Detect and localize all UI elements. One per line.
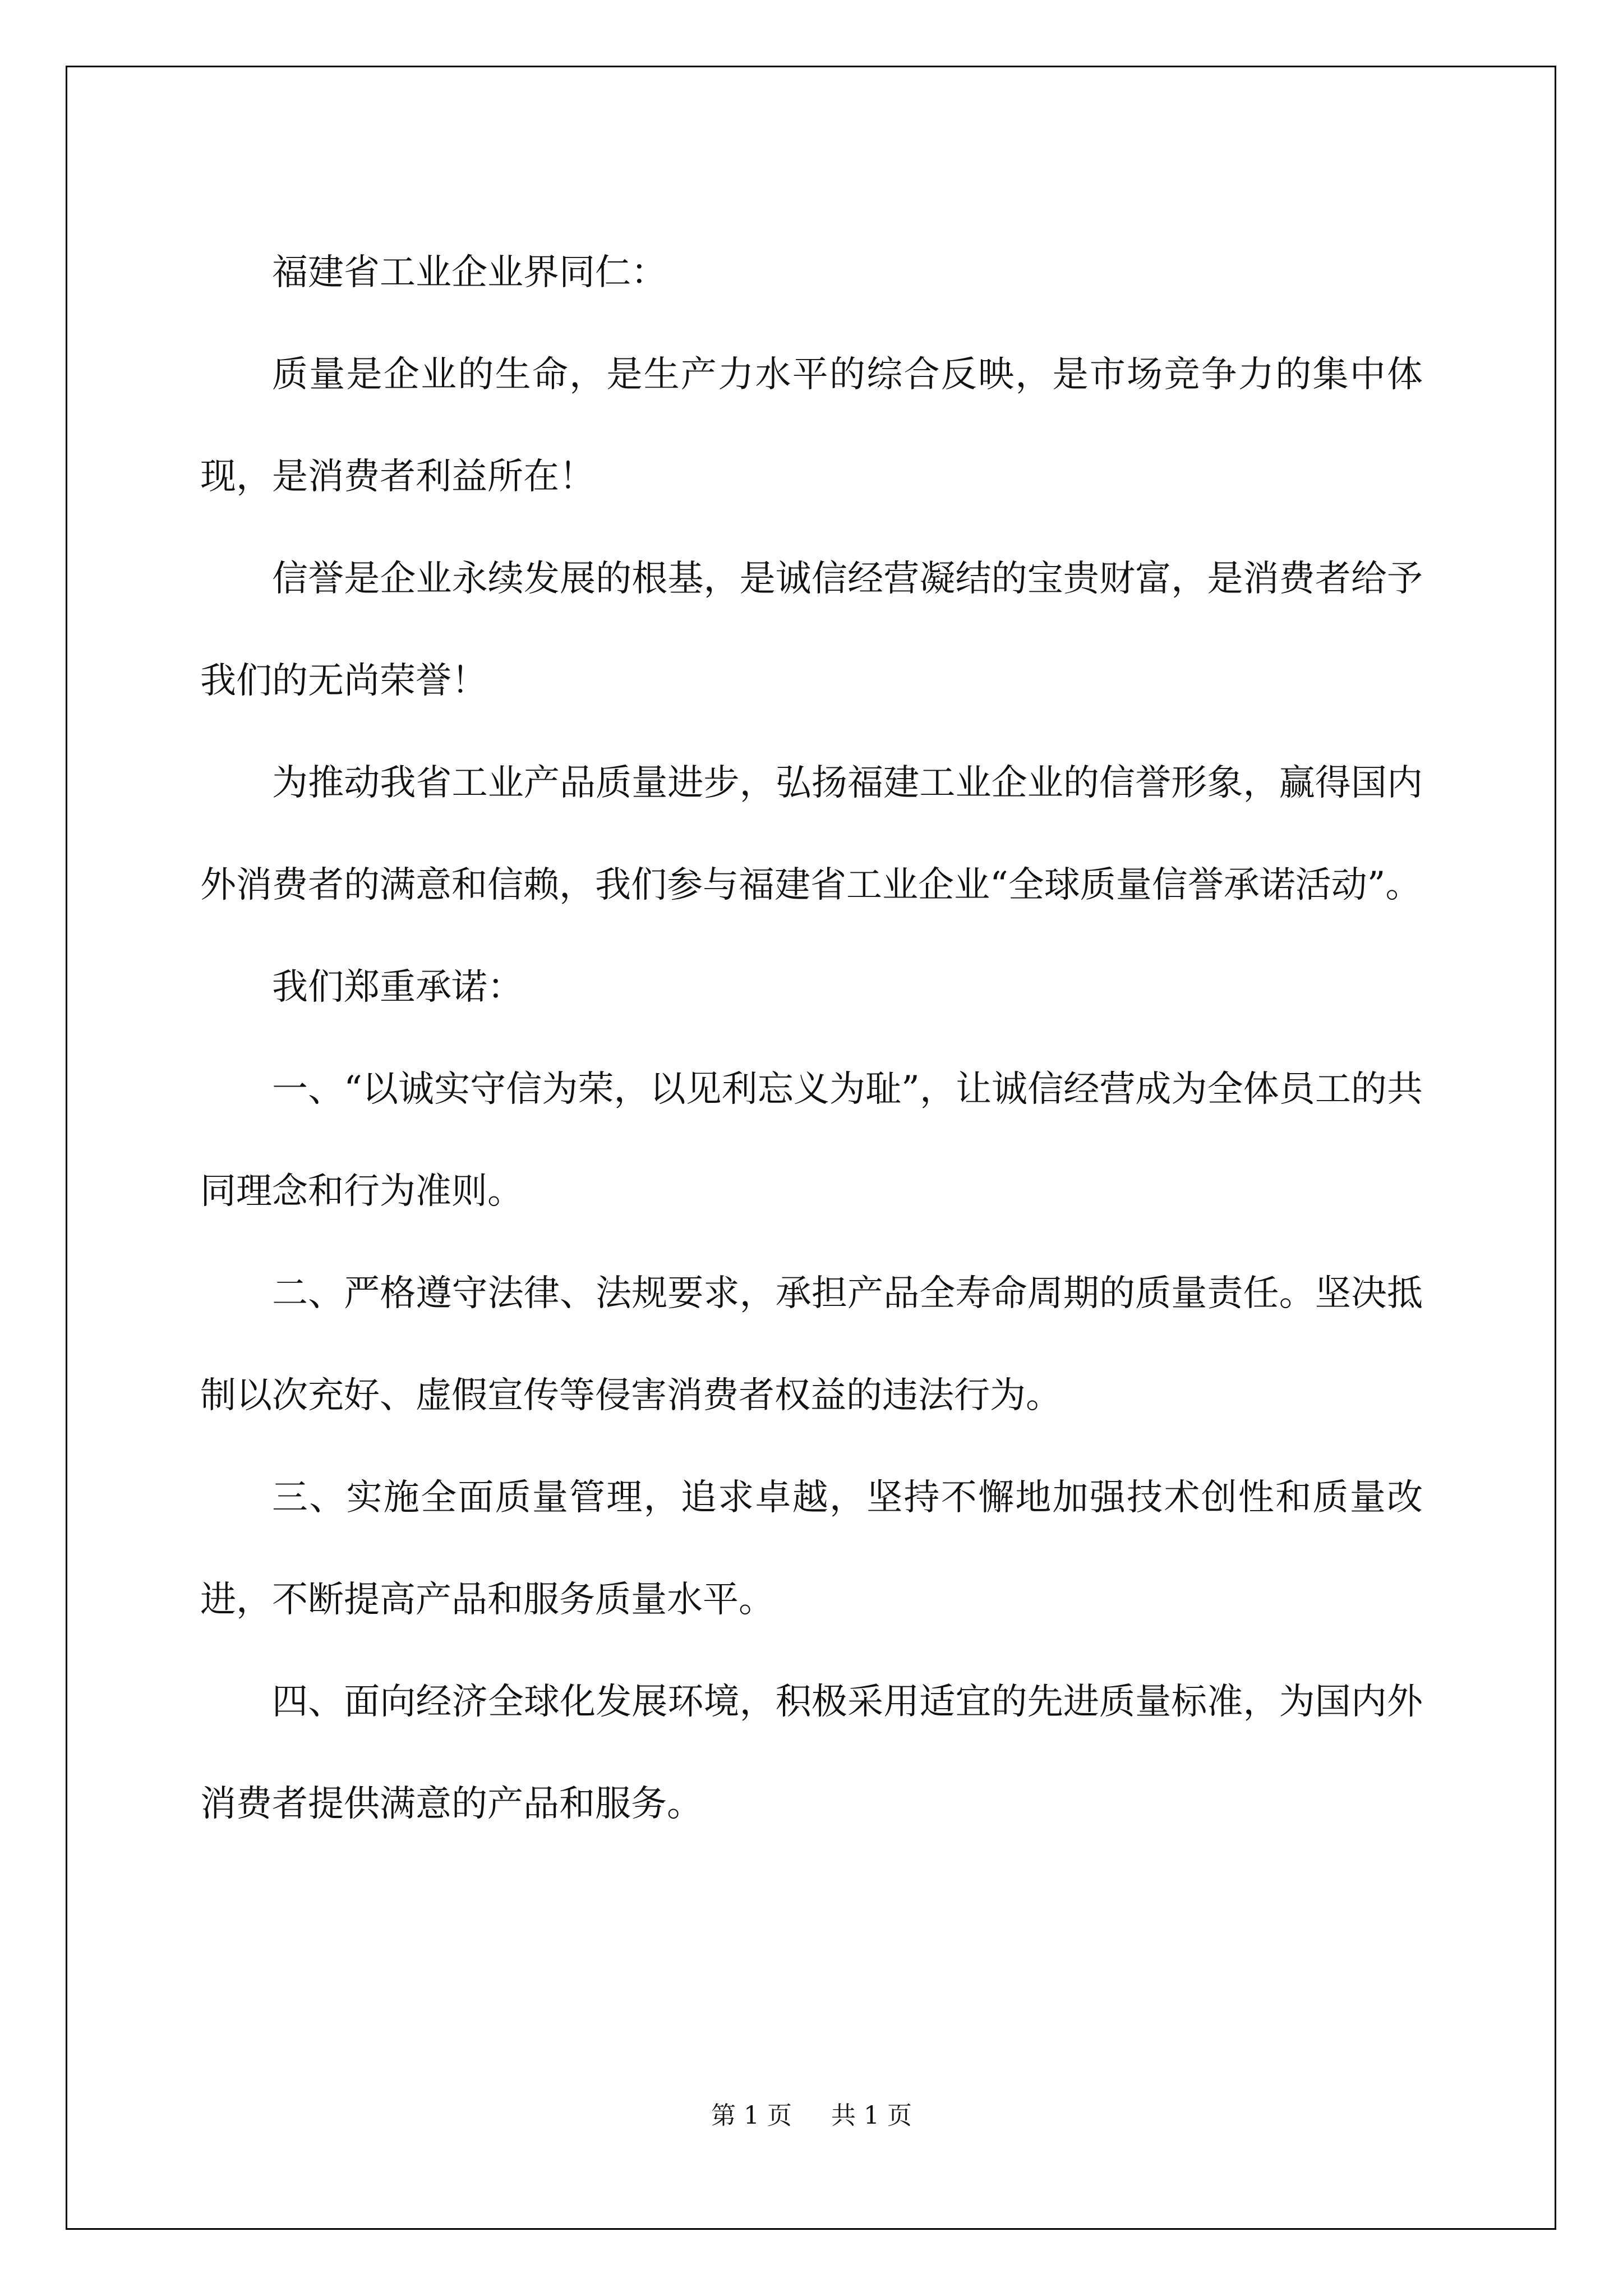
paragraph-reputation: 信誉是企业永续发展的根基，是诚信经营凝结的宝贵财富，是消费者给予我们的无尚荣誉！ xyxy=(200,558,1423,702)
page-total: 共 1 页 xyxy=(831,2101,912,2130)
salutation: 福建省工业企业界同仁： xyxy=(272,252,667,293)
commitment-item-4: 四、面向经济全球化发展环境，积极采用适宜的先进质量标准，为国内外消费者提供满意的产品和服务。 xyxy=(200,1681,1423,1825)
paragraph-commitment-intro: 我们郑重承诺： xyxy=(272,967,523,1008)
commitment-item-3: 三、实施全面质量管理，追求卓越，坚持不懈地加强技术创性和质量改进，不断提高产品和服务质量水平。 xyxy=(200,1477,1423,1621)
paragraph-purpose: 为推动我省工业产品质量进步，弘扬福建工业企业的信誉形象，赢得国内外消费者的满意和信赖，我们参与福建省工业企业“全球质量信誉承诺活动”。 xyxy=(200,762,1423,906)
commitment-item-2: 二、严格遵守法律、法规要求，承担产品全寿命周期的质量责任。坚决抵制以次充好、虚假宣传等侵害消费者权益的违法行为。 xyxy=(200,1273,1423,1416)
paragraph-quality: 质量是企业的生命，是生产力水平的综合反映，是市场竞争力的集中体现，是消费者利益所在！ xyxy=(200,354,1423,498)
page-number: 第 1 页 xyxy=(711,2101,792,2130)
commitment-item-1: 一、“以诚实守信为荣，以见利忘义为耻”，让诚信经营成为全体员工的共同理念和行为准则。 xyxy=(200,1069,1423,1212)
document-body xyxy=(200,222,1423,1855)
page-footer xyxy=(0,2095,1623,2131)
